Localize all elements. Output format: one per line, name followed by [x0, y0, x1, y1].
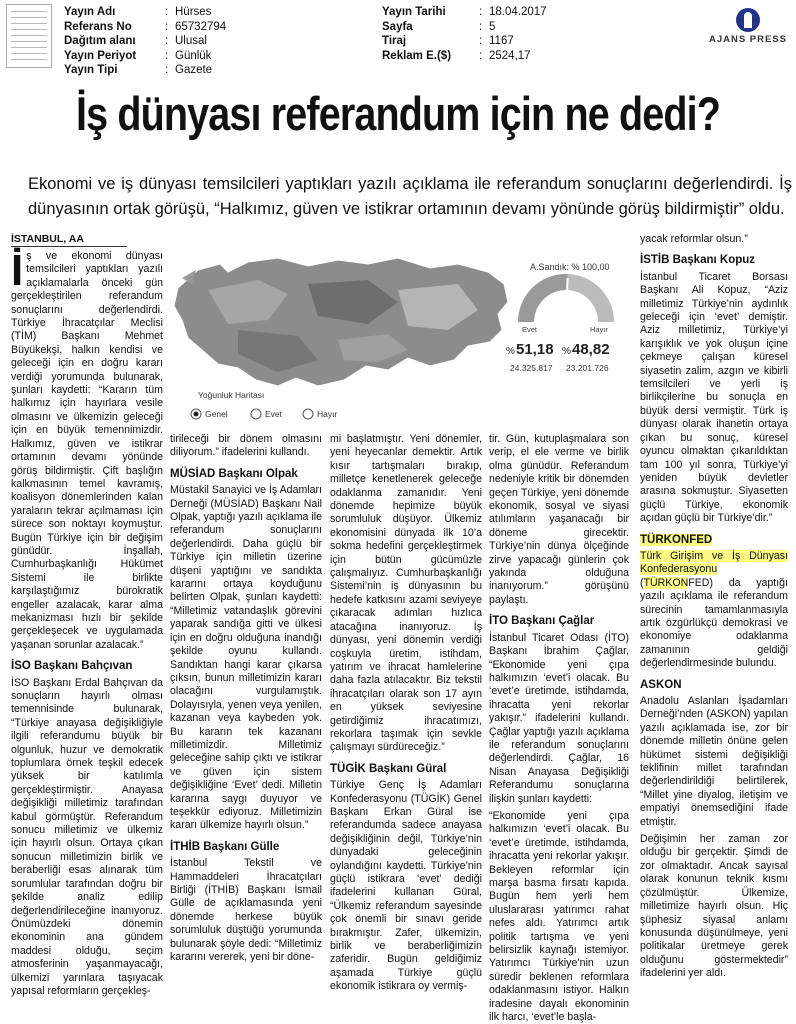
tugik-paragraph: Türkiye Genç İş Adamları Konfederasyonu (TÜGİK) Genel Başkanı Erkan Güral ise referandumda sadece anayasa değişikliğinin değil, Türkiye’nin dünyadaki geleceğinin oylandığını kaydetti. Türkiye’nin güçlü istikrara ‘evet’ dediği ifadelerini kullanan Güral, “Ülkemiz referandum sayesinde çok önemli bir sınavı geride bırakmıştır. Zafer, ülkemizin, birlik ve beraberliğimizin zaferidir. Bugün geldiğimiz aşamada Türkiye güçlü ekonomik istikrara oy vermiş-	[330, 779, 482, 993]
meta-key: Sayfa	[382, 20, 413, 33]
subhead-askon: ASKON	[640, 678, 682, 691]
dateline: İSTANBUL, AA	[11, 233, 127, 247]
col2-top: tirileceği bir dönem olmasını diliyorum.” ifadelerini kullandı.	[170, 433, 322, 459]
evet-label: Evet	[522, 325, 538, 334]
column-3	[330, 433, 482, 995]
meta-value: Ulusal	[175, 35, 207, 48]
ito-paragraph: İstanbul Ticaret Odası (İTO) Başkanı İbrahim Çağlar, “Ekonomide yeni çıpa halkımızın ‘evet’i olacak. Bu ‘evet’e üretimde, istihdamda, ihracatta yeni rekorlar yakışır.” ifadelerini kullandı. Çağlar yaptığı yazılı açıklama ile referandum sonuçlarını değerlendirdi. Çağlar, 16 Nisan Anayasa Değişikliği Referandumu sonuçlarına ilişkin şunları kaydetti:	[489, 631, 629, 805]
logo-text: AJANS PRESS	[708, 34, 788, 45]
col4-top: tir. Gün, kutuplaşmalara son verip, el ele verme ve birlik olma günüdür. Referandum nedeniyle kritik bir dönemden geçen Türkiye, yeni dönemde ekonomik, sosyal ve siyasi atılımların yaşanacağı bir döneme girecektir. Türkiye’nin dünya ölçeğinde zirve yapacağı günlerin çok yakında olduğuna inanıyorum.” görüşünü paylaştı.	[489, 433, 629, 606]
column-2	[170, 433, 322, 995]
logo-icon	[736, 8, 760, 32]
musiad-paragraph: Müstakil Sanayici ve İş Adamları Derneği (MÜSİAD) Başkanı Nail Olpak, yaptığı yazılı açıklama ile referandum sonuçlarını değerlendirdi. Daha güçlü bir Türkiye için milletin üzerine düşeni yaptığını ve sandıkta kararını ortaya koyduğunu belirten Olpak, şunları kaydetti: “Milletimiz vatandaşlık görevini yaparak sandığa gitti ve ülkesi için en doğru olduğuna inandığı şekilde oyunu kullandı. Sandıktan hangi karar çıkarsa çıksın, bunun milletimizin kararı olacağını vurgulamıştık. Dolayısıyla, yenen veya yenilen, kazanan veya kaybeden yok. Bu kararın tek kazananı milletimizdir. Milletimiz geleceğine sahip çıktı ve istikrar ve güven için sistem değişikliğine ‘Evet’ dedi. Milletin kararına saygı duyuyor ve teşekkür ediyoruz. Milletimizin kararı ülkemize hayırlı olsun.”	[170, 484, 322, 832]
meta-left: Yayın Adı : Hürses Referans No : 65732794 Dağıtım alanı : Ulusal Yayın Periyot : Günlük Yayın Tipi : Gazete	[64, 6, 227, 77]
col3-top: mi başlatmıştır. Yeni dönemler, yeni heyecanlar demektir. Artık kısır tartışmaları bırakıp, milletçe kenetlenerek geleceğe odaklanma zamanıdır. Yeni dönemde hepimize büyük sorumluluk düşüyor. Ülkemiz ekonomisini dünyada ilk 10’a sokma hedefini gerçekleştirmek için bütün gücümüzle çalışmalıyız. Cumhurbaşkanlığı Sistemi’nin iş dünyasının bu hedefe katkısını azami seviyeye çıkaracak adımları hızlıca atacağına inanıyoruz. İş dünyası, yeni dönemin verdiği coşkuyla üretim, istihdam, yatırım ve ihracat hamlelerine daha fazla atılacaktır. Biz tekstil ihracatçıları olarak son 17 ayın en yüksek seviyesine getirdiğimiz ihracatımızı, rekorlara taşımak için sevkle çalışmayı sürdüreceğiz.”	[330, 433, 482, 754]
drop-cap: İ	[11, 246, 24, 295]
meta-key: Yayın Tarihi	[382, 6, 446, 18]
subhead-turkonfed	[640, 534, 788, 547]
option-hayir: Hayır	[317, 409, 338, 419]
meta-value: Hürses	[175, 6, 212, 18]
askon-paragraph: Anadolu Aslanları İşadamları Derneği’nden (ASKON) yapılan yazılı açıklamada ise, zor bir dönemde milletin önüne gelen hükümet sistemi değişikliği teklifinin millet tarafından değerlendirildiği belirtilerek, “Millet yine diyalog, iletişim ve empatiyi önemsediğini ifade etmiştir.	[640, 695, 788, 828]
hayir-votes: 23.201.726	[566, 363, 609, 373]
meta-key: Yayın Tipi	[64, 64, 118, 77]
meta-key: Tiraj	[382, 35, 407, 48]
meta-value: 2524,17	[489, 49, 531, 62]
istib-paragraph: İstanbul Ticaret Borsası Başkanı Ali Kopuz, “Aziz milletimiz Türkiye’nin aydınlık geleceği için ‘evet’ demiştir. Aziz milletimiz, Türkiye’yi karışıklık ve yok oluşun içine çekmeye çalışan küresel siyasetin zalim, azgın ve kibirli temsilcileri ve yerli iş birlikçilerine bu sonuçla en büyük dersi vermiştir. Türk iş dünyası olarak ihanetin ortaya çıkan bu sonuç, küresel oyuncu olmaktan çıkarıldıktan tam 100 yıl sonra, Türkiye’yi yeniden büyük devletler arasına sokmuştur. Siyasetten güçlü Türkiye, ekonomik açıdan güçlü bir Türkiye’dir.”	[640, 270, 788, 525]
evet-votes: 24.325.817	[510, 363, 553, 373]
column-4	[489, 433, 629, 1024]
subhead-musiad: MÜSİAD Başkanı Olpak	[170, 467, 298, 480]
lead-paragraph: Ekonomi ve iş dünyası temsilcileri yaptıkları yazılı açıklama ile referandum sonuçlarını değerlendirdi. İş dünyasının ortak görüşü, “Halkımız, güven ve istikrar ortamının devamı yönünde görüş bildirmiştir” oldu.	[28, 175, 792, 218]
option-genel: Genel	[205, 409, 228, 419]
ito-paragraph-2: “Ekonomide yeni çıpa halkımızın ‘evet’i olacak. Bu ‘evet’e üretimde, istihdamda, ihracatta yeni rekorlar yakışır. Bekleyen reformlar için marşa basma fırsatı kapıda. Bugün hem yerli hem uluslararası yatırımcı rahat nefes aldı. Yatırımcı artık politik tartışma ve yeni belirsizlik kaynağı istemiyor. Yatırımcı Türkiye’nin uzun süredir beklenen reformlara odaklanmasını istiyor. Halkın iradesine dayalı ekonominin ilk harcı, ‘evet’le başla-	[489, 809, 629, 1024]
meta-value: 5	[489, 20, 496, 33]
meta-key: Yayın Adı	[64, 6, 116, 18]
headline: İş dünyası referandum için ne dedi?	[75, 87, 721, 140]
meta-key: Referans No	[64, 20, 132, 33]
meta-key: Dağıtım alanı	[64, 35, 136, 48]
sandik-label: A.Sandık: % 100,00	[530, 262, 610, 272]
hayir-percent: 48,82	[572, 341, 610, 358]
subhead-istib: İSTİB Başkanı Kopuz	[640, 254, 756, 267]
ajans-press-logo	[703, 8, 793, 45]
col5-top: yacak reformlar olsun.”	[640, 233, 748, 245]
iso-paragraph: İSO Başkanı Erdal Bahçıvan da sonuçların hayırlı olması temennisinde bulunarak, “Türkiye anayasa değişikliğiyle ilgili referandumu büyük bir olgunluk, huzur ve demokratik toplumlara örnek teşkil edecek yüksek bir katılımla gerçekleştirmiştir. Anayasa değişikliği milletimiz tarafından kabul görmüştür. Referandum sonucu milletimiz ve ülkemiz için hayırlı olsun. Ortaya çıkan sonucun milletimizin birlik ve beraberliği esas alınarak tüm sorumlular tarafından doğru bir şekilde analiz edilip değerlendirileceğine inanıyoruz. Önümüzdeki dönemin ekonominin ana gündem maddesi olduğu, seçim atmosferinin yaşanmayacağı, ülkemizi yarınlara taşıyacak yapısal reformların gerçekleş-	[11, 676, 163, 997]
hayir-label: Hayır	[590, 325, 608, 334]
turkey-map	[168, 250, 624, 425]
highlight: Türk Girişim ve İş Dünyası Konfederasyonu	[640, 549, 788, 576]
meta-key: Reklam E.($)	[382, 49, 452, 62]
meta-right: Yayın Tarihi : 18.04.2017 Sayfa : 5 Tiraj : 1167 Reklam E.($) : 2524,17	[382, 6, 547, 62]
page-thumbnail	[6, 4, 52, 68]
evet-percent: 51,18	[516, 341, 554, 358]
meta-value: 65732794	[175, 20, 227, 33]
highlight: TÜRKONFED	[640, 533, 713, 546]
clipping-header	[0, 0, 796, 80]
highlight: TÜRKON	[643, 576, 689, 589]
column-1	[11, 246, 163, 997]
meta-value: 18.04.2017	[489, 6, 547, 18]
column-5	[640, 233, 788, 995]
meta-key: Yayın Periyot	[64, 49, 137, 62]
referendum-map-graphic	[168, 250, 624, 425]
askon-paragraph-2: Değişimin her zaman zor olduğu bir gerçektir. Şimdi de zor olmaktadır. Ancak sayısal olarak konunun teknik kısmı çözülmüştür. Ülkemize, milletimize hayırlı olsun. Hiç şüphesiz siyasal anlamı konusunda düşünülmeye, yeni politikalar üretmeye gerek olduğunu göstermektedir” ifadelerini yer aldı.	[640, 833, 788, 980]
subhead-ito: İTO Başkanı Çağlar	[489, 615, 595, 628]
gauge	[506, 262, 614, 373]
intro-paragraph: ş ve ekonomi dünyası temsilcileri yaptıkları yazılı açıklamalarla önceki gün gerçekleştirilen referandum sonuçlarını değerlendirdi. Türkiye İhracatçılar Meclisi (TİM) Başkanı Mehmet Büyükekşi, halkın kendisi ve geleceği için en doğru kararı verdiği yorumunda bulunarak, şunları kaydetti: “Kararın tüm halkımız için hayırlara vesile olmasını ve ülkemizin geleceği için en büyük temennimizdir. Halkımız, güven ve istikrar ortamının devamı yönünde görüş bildirmiştir. Çift başlığın kalkmasının temel kavramış, koalisyon dönemlerinden kalan yaraların tekrar açılmaması için sürece son noktayı koymuştur. Bugün Türkiye için bir değişim günüdür. İnşallah, Cumhurbaşkanlığı Hükümet Sistemi ile birlikte karşılaştığımız bürokratik engeller azalacak, karar alma mekanizması hızlı bir şekilde gerçekleşecek ve uygulamada yaşanan sorunlar azalacak.”	[11, 250, 163, 651]
ithib-paragraph: İstanbul Tekstil ve Hammaddeleri İhracatçıları Birliği (İTHİB) Başkanı İsmail Gülle de açıklamasında yeni dönemde herkese büyük sorumluluk düştüğü yorumunda bulunarak şöyle dedi: “Milletimiz kararını vererek, yeni bir döne-	[170, 857, 322, 964]
option-evet: Evet	[265, 409, 283, 419]
subhead-tugik: TÜGİK Başkanı Güral	[330, 762, 447, 775]
meta-value: Günlük	[175, 49, 212, 62]
svg-text:%: %	[562, 346, 571, 357]
svg-text:%: %	[506, 346, 515, 357]
meta-value: Gazete	[175, 64, 213, 77]
legend-title: Yoğunluk Haritası	[198, 390, 265, 400]
subhead-ithib: İTHİB Başkanı Gülle	[170, 840, 280, 853]
turkonfed-paragraph: Türk Girişim ve İş Dünyası Konfederasyonu (TÜRKONFED) da yaptığı yazılı açıklama ile referandum sürecinin tamamlanmasıyla artık özgürlükçü demokrasi ve ekonomiye odaklanma zamanının geldiği değerlendirmesinde bulundu.	[640, 549, 788, 670]
subhead-iso: İSO Başkanı Bahçıvan	[11, 660, 133, 673]
meta-value: 1167	[489, 35, 514, 48]
